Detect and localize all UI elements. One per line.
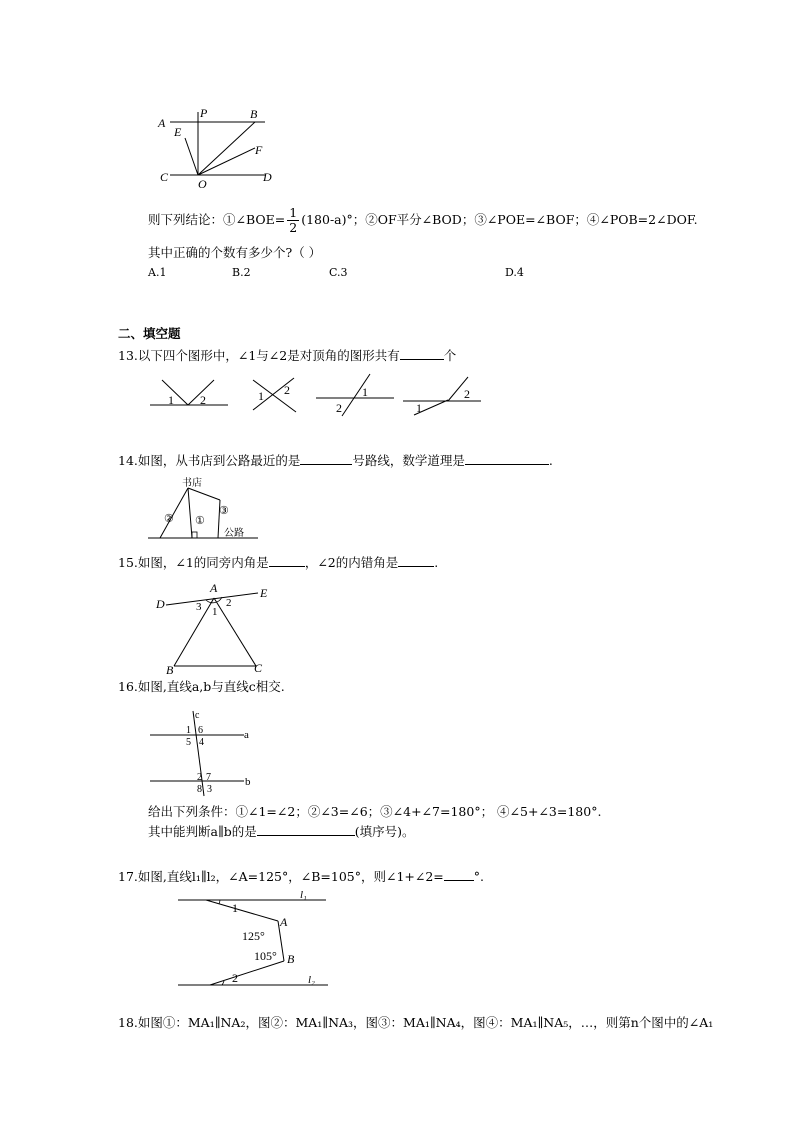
label-C: C bbox=[254, 661, 263, 675]
label-angle-125: 125° bbox=[242, 929, 265, 943]
label-angle-3: 3 bbox=[207, 784, 212, 795]
q17-answer-blank[interactable] bbox=[444, 868, 474, 881]
label-E: E bbox=[260, 586, 268, 600]
label-D: D bbox=[156, 597, 165, 611]
figure-q16 bbox=[148, 706, 268, 798]
q12-conclusions bbox=[148, 206, 698, 235]
label-A: A bbox=[210, 581, 218, 595]
label-route-3: ③ bbox=[219, 505, 229, 517]
label-P: P bbox=[200, 106, 208, 120]
q12-intro: 则下列结论：①∠BOE= bbox=[148, 212, 286, 227]
label-angle-1: 1 bbox=[232, 901, 238, 915]
label-l2: l₂ bbox=[308, 974, 315, 986]
q18-text: 18.如图①：MA₁∥NA₂，图②：MA₁∥NA₃，图③：MA₁∥NA₄，图④：MA₁∥NA₅，…，则第n个图中的∠A₁ bbox=[118, 1015, 714, 1030]
label-O: O bbox=[198, 177, 207, 191]
label-angle-7: 7 bbox=[206, 772, 211, 783]
label-B: B bbox=[166, 663, 174, 676]
q12-option-b: B.2 bbox=[232, 266, 251, 279]
figure-q15 bbox=[152, 578, 282, 676]
label-angle-6: 6 bbox=[198, 725, 203, 736]
label-E: E bbox=[174, 125, 182, 139]
q13-answer-blank[interactable] bbox=[400, 347, 444, 360]
fraction-half: $\frac{1}{2}$ bbox=[289, 205, 298, 235]
fig13b-label-2: 2 bbox=[284, 383, 290, 397]
label-angle-8: 8 bbox=[197, 784, 202, 795]
fig13b-label-1: 1 bbox=[258, 389, 264, 403]
label-angle-4: 4 bbox=[199, 737, 204, 748]
label-bookstore: 书店 bbox=[182, 478, 202, 489]
label-l1: l₁ bbox=[300, 889, 307, 901]
label-route-2: ② bbox=[164, 513, 174, 525]
q16-answer-blank[interactable] bbox=[257, 823, 355, 836]
fig13a-label-1: 1 bbox=[168, 393, 174, 407]
fig13c-label-2: 2 bbox=[336, 401, 342, 415]
fig13c-label-1: 1 bbox=[362, 385, 368, 399]
figure-q14 bbox=[146, 474, 266, 544]
label-B: B bbox=[250, 107, 258, 121]
label-C: C bbox=[160, 170, 169, 184]
q16-conditions: 给出下列条件：①∠1=∠2；②∠3=∠6；③∠4+∠7=180°； ④∠5+∠3=180°. bbox=[148, 804, 602, 819]
label-B: B bbox=[287, 952, 295, 966]
q15-blank-2[interactable] bbox=[398, 554, 434, 567]
label-line-b: b bbox=[245, 776, 251, 788]
q12-question: 其中正确的个数有多少个?（ ） bbox=[148, 245, 322, 260]
label-A: A bbox=[280, 915, 288, 929]
label-line-a: a bbox=[244, 729, 249, 741]
label-angle-105: 105° bbox=[254, 949, 277, 963]
label-angle-2: 2 bbox=[226, 597, 232, 609]
q14-reason-blank[interactable] bbox=[465, 452, 549, 465]
label-route-1: ① bbox=[195, 515, 205, 527]
q12-rest: (180-a)°；②OF平分∠BOD；③∠POE=∠BOF；④∠POB=2∠DOF. bbox=[301, 212, 698, 227]
fig13d-label-2: 2 bbox=[464, 387, 470, 401]
q14-route-blank[interactable] bbox=[300, 452, 352, 465]
fig13d-label-1: 1 bbox=[416, 401, 422, 415]
label-A: A bbox=[158, 116, 166, 130]
label-angle-1: 1 bbox=[186, 725, 191, 736]
label-angle-3: 3 bbox=[196, 601, 202, 613]
q16-judge: 其中能判断a∥b的是 (填序号)。 bbox=[148, 824, 415, 839]
q13-text: 13.以下四个图形中，∠1与∠2是对顶角的图形共有 个 bbox=[118, 348, 457, 363]
q12-option-d: D.4 bbox=[505, 266, 524, 279]
label-angle-5: 5 bbox=[186, 737, 191, 748]
label-road: 公路 bbox=[224, 528, 244, 539]
label-angle-2: 2 bbox=[197, 772, 202, 783]
label-line-c: c bbox=[195, 710, 200, 721]
fig13a-label-2: 2 bbox=[200, 393, 206, 407]
label-angle-1: 1 bbox=[212, 606, 218, 618]
q17-text: 17.如图,直线l₁∥l₂，∠A=125°，∠B=105°，则∠1+∠2= °. bbox=[118, 869, 485, 884]
figure-q17 bbox=[176, 888, 336, 992]
q16-text: 16.如图,直线a,b与直线c相交. bbox=[118, 679, 285, 694]
q14-text: 14.如图，从书店到公路最近的是 号路线，数学道理是 . bbox=[118, 453, 553, 468]
label-F: F bbox=[255, 143, 263, 157]
q12-option-c: C.3 bbox=[329, 266, 348, 279]
label-D: D bbox=[263, 170, 272, 184]
figure-q12 bbox=[150, 100, 285, 195]
q15-text: 15.如图，∠1的同旁内角是 ，∠2的内错角是 . bbox=[118, 555, 439, 570]
label-angle-2: 2 bbox=[232, 971, 238, 985]
figure-q13 bbox=[148, 372, 488, 417]
section-title: 二、填空题 bbox=[118, 326, 181, 341]
q15-blank-1[interactable] bbox=[269, 554, 305, 567]
q12-option-a: A.1 bbox=[148, 266, 167, 279]
